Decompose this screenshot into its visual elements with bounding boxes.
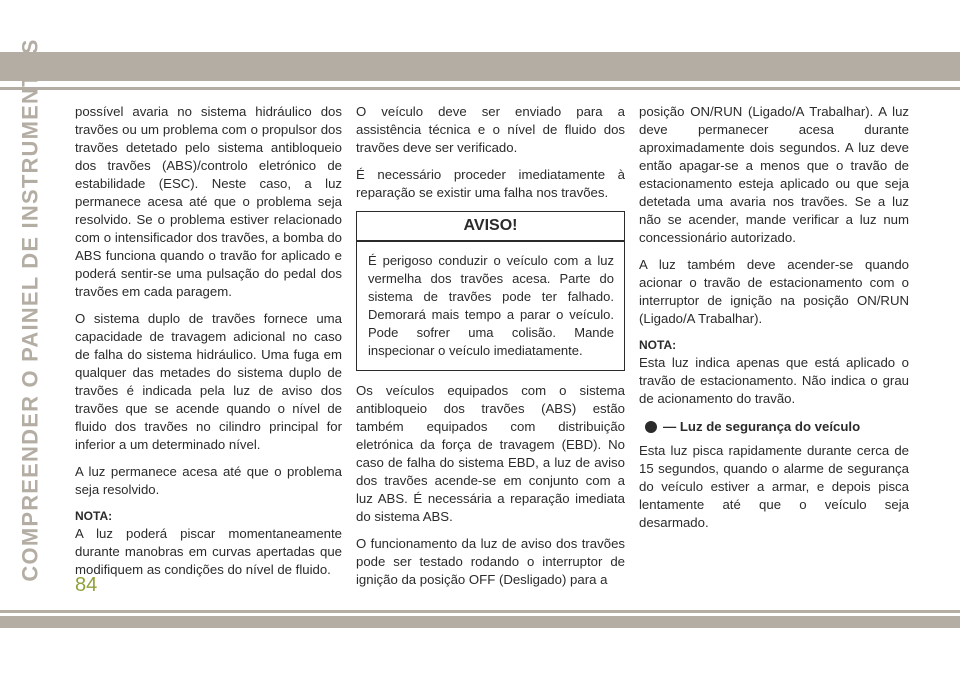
column-1: [75, 103, 342, 588]
column-3: [639, 103, 909, 541]
warning-text: É perigoso conduzir o veículo com a luz vermelha dos travões acesa. Parte do sistema de travões pode ter falhado. Demorará mais tempo a parar o veículo. Pode sofrer uma colisão. Mande inspecionar o veículo imediatamente.: [368, 253, 614, 358]
vehicle-security-indicator: [639, 418, 909, 436]
page-number: 84: [75, 574, 98, 596]
footer-rule: [0, 610, 960, 613]
warning-title: AVISO!: [357, 212, 624, 242]
column-2: [356, 103, 625, 598]
security-light-icon: [645, 421, 657, 433]
footer-band: [0, 616, 960, 628]
note-text: A luz poderá piscar momentaneamente durante manobras em curvas apertadas que modifiquem as condições do nível de fluido.: [75, 526, 342, 577]
paragraph: possível avaria no sistema hidráulico dos travões ou um problema com o propulsor dos travões detetado pelo sistema antibloqueio dos travões (ABS)/controlo eletrónico de estabilidade (ESC). Neste caso, a luz permanece acesa até que o problema seja resolvido. Se o problema estiver relacionado com o intensificador dos travões, a bomba do ABS funciona quando o travão for aplicado e poderá sentir-se uma pulsação do pedal dos travões em cada paragem.: [75, 104, 342, 299]
side-section-title: [12, 38, 50, 582]
note-label: NOTA:: [75, 509, 113, 523]
warning-box: [356, 211, 625, 371]
paragraph: O sistema duplo de travões fornece uma capacidade de travagem adicional no caso de falha do sistema hidráulico. Uma fuga em qualquer das metades do sistema duplo de travões é indicada pela luz de aviso dos travões que se acende quando o nível de fluido dos travões no cilindro principal for inferior a um determinado nível.: [75, 311, 342, 452]
paragraph: É necessário proceder imediatamente à reparação se existir uma falha nos travões.: [356, 167, 625, 200]
paragraph: posição ON/RUN (Ligado/A Trabalhar). A luz deve permanecer acesa durante aproximadamente dois segundos. A luz deve então apagar-se a menos que o travão de estacionamento esteja aplicado ou que seja detetada uma avaria nos travões. Se a luz não se acender, mande verificar a luz num concessionário autorizado.: [639, 104, 909, 245]
paragraph: O funcionamento da luz de aviso dos travões pode ser testado rodando o interruptor de ignição da posição OFF (Desligado) para a: [356, 536, 625, 587]
note-text: Esta luz indica apenas que está aplicado o travão de estacionamento. Não indica o grau de acionamento do travão.: [639, 355, 909, 406]
paragraph: Esta luz pisca rapidamente durante cerca de 15 segundos, quando o alarme de segurança do veículo estiver a armar, e depois pisca lentamente até que o veículo seja desarmado.: [639, 443, 909, 530]
paragraph: A luz permanece acesa até que o problema seja resolvido.: [75, 464, 342, 497]
paragraph: A luz também deve acender-se quando acionar o travão de estacionamento com o interruptor de ignição na posição ON/RUN (Ligado/A Trabalhar).: [639, 257, 909, 326]
paragraph: O veículo deve ser enviado para a assistência técnica e o nível de fluido dos travões deve ser verificado.: [356, 104, 625, 155]
paragraph: Os veículos equipados com o sistema antibloqueio dos travões (ABS) estão também equipados com distribuição eletrónica da força de travagem (EBD). No caso de falha do sistema EBD, a luz de aviso dos travões acende-se em conjunto com a luz ABS. É necessária a reparação imediata do sistema ABS.: [356, 383, 625, 524]
indicator-title: — Luz de segurança do veículo: [663, 419, 861, 434]
header-band: [0, 52, 960, 81]
header-rule: [0, 87, 960, 90]
note-label: NOTA:: [639, 338, 677, 352]
side-title-text: COMPREENDER O PAINEL DE INSTRUMENTOS: [18, 38, 43, 582]
